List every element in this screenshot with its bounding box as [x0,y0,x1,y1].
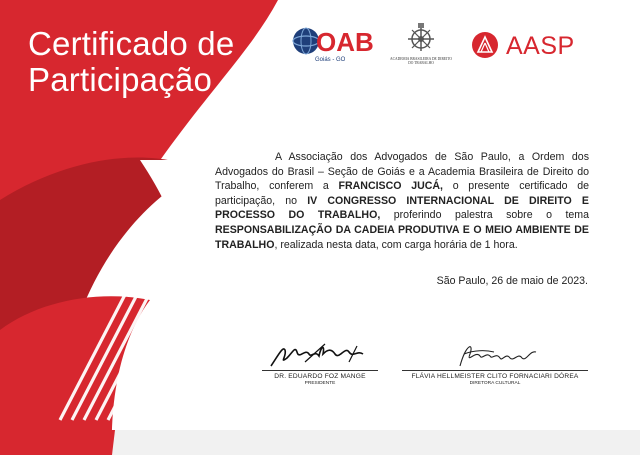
body-mid-2: proferindo palestra sobre o tema [380,209,589,222]
aasp-logo-text: AASP [506,32,575,60]
abdt-logo-text: ACADEMIA BRASILEIRA DE DIREITO DO TRABALHO [390,57,452,65]
title-line-2: Participação [28,61,212,98]
lecture-topic: RESPONSABILIZAÇÃO DA CADEIA PRODUTIVA E O MEIO AMBIENTE DE TRABALHO [215,223,589,251]
recipient-name: FRANCISCO JUCÁ, [338,180,443,193]
signature-graphic [265,340,375,370]
body-end: , realizada nesta data, com carga horária de 1 hora. [274,238,518,251]
oab-logo-subtitle: Goiás - GO [315,57,346,63]
body-intro: A Associação dos Advogados de São Paulo, a Ordem dos Advogados do Brasil – Seção de Goiás e a Academia Brasileira de Direito do Trabalho, conferem a [215,151,589,193]
oab-logo [290,24,374,68]
event-name: IV CONGRESSO INTERNACIONAL DE DIREITO E PROCESSO DO TRABALHO, [215,194,589,222]
signatory-role: PRESIDENTE [304,381,336,386]
oab-emblem-icon [290,24,374,58]
signatory-role: DIRETORA CULTURAL [469,381,521,386]
signatory-name: FLÁVIA HELLMEISTER CLITO FORNACIARI DÓREA [411,373,579,380]
certificate-body [215,150,589,252]
signature-line [402,370,588,371]
logo-row [290,22,620,72]
oab-logo-text: OAB [316,27,374,57]
certificate-title [28,26,234,98]
body-mid-1: o presente certificado de participação, no [215,180,589,207]
aasp-logo [470,30,620,60]
signature-line [262,370,378,371]
signature-block-president [262,340,378,386]
wheel-emblem-icon [404,22,438,52]
issue-date: São Paulo, 26 de maio de 2023. [436,275,588,287]
signatory-name: DR. EDUARDO FOZ MANGE [274,373,366,380]
signature-block-director [402,340,588,386]
abdt-logo [390,22,452,68]
title-line-1: Certificado de [28,25,235,62]
aasp-emblem-icon [470,30,502,60]
signature-graphic [430,340,560,370]
